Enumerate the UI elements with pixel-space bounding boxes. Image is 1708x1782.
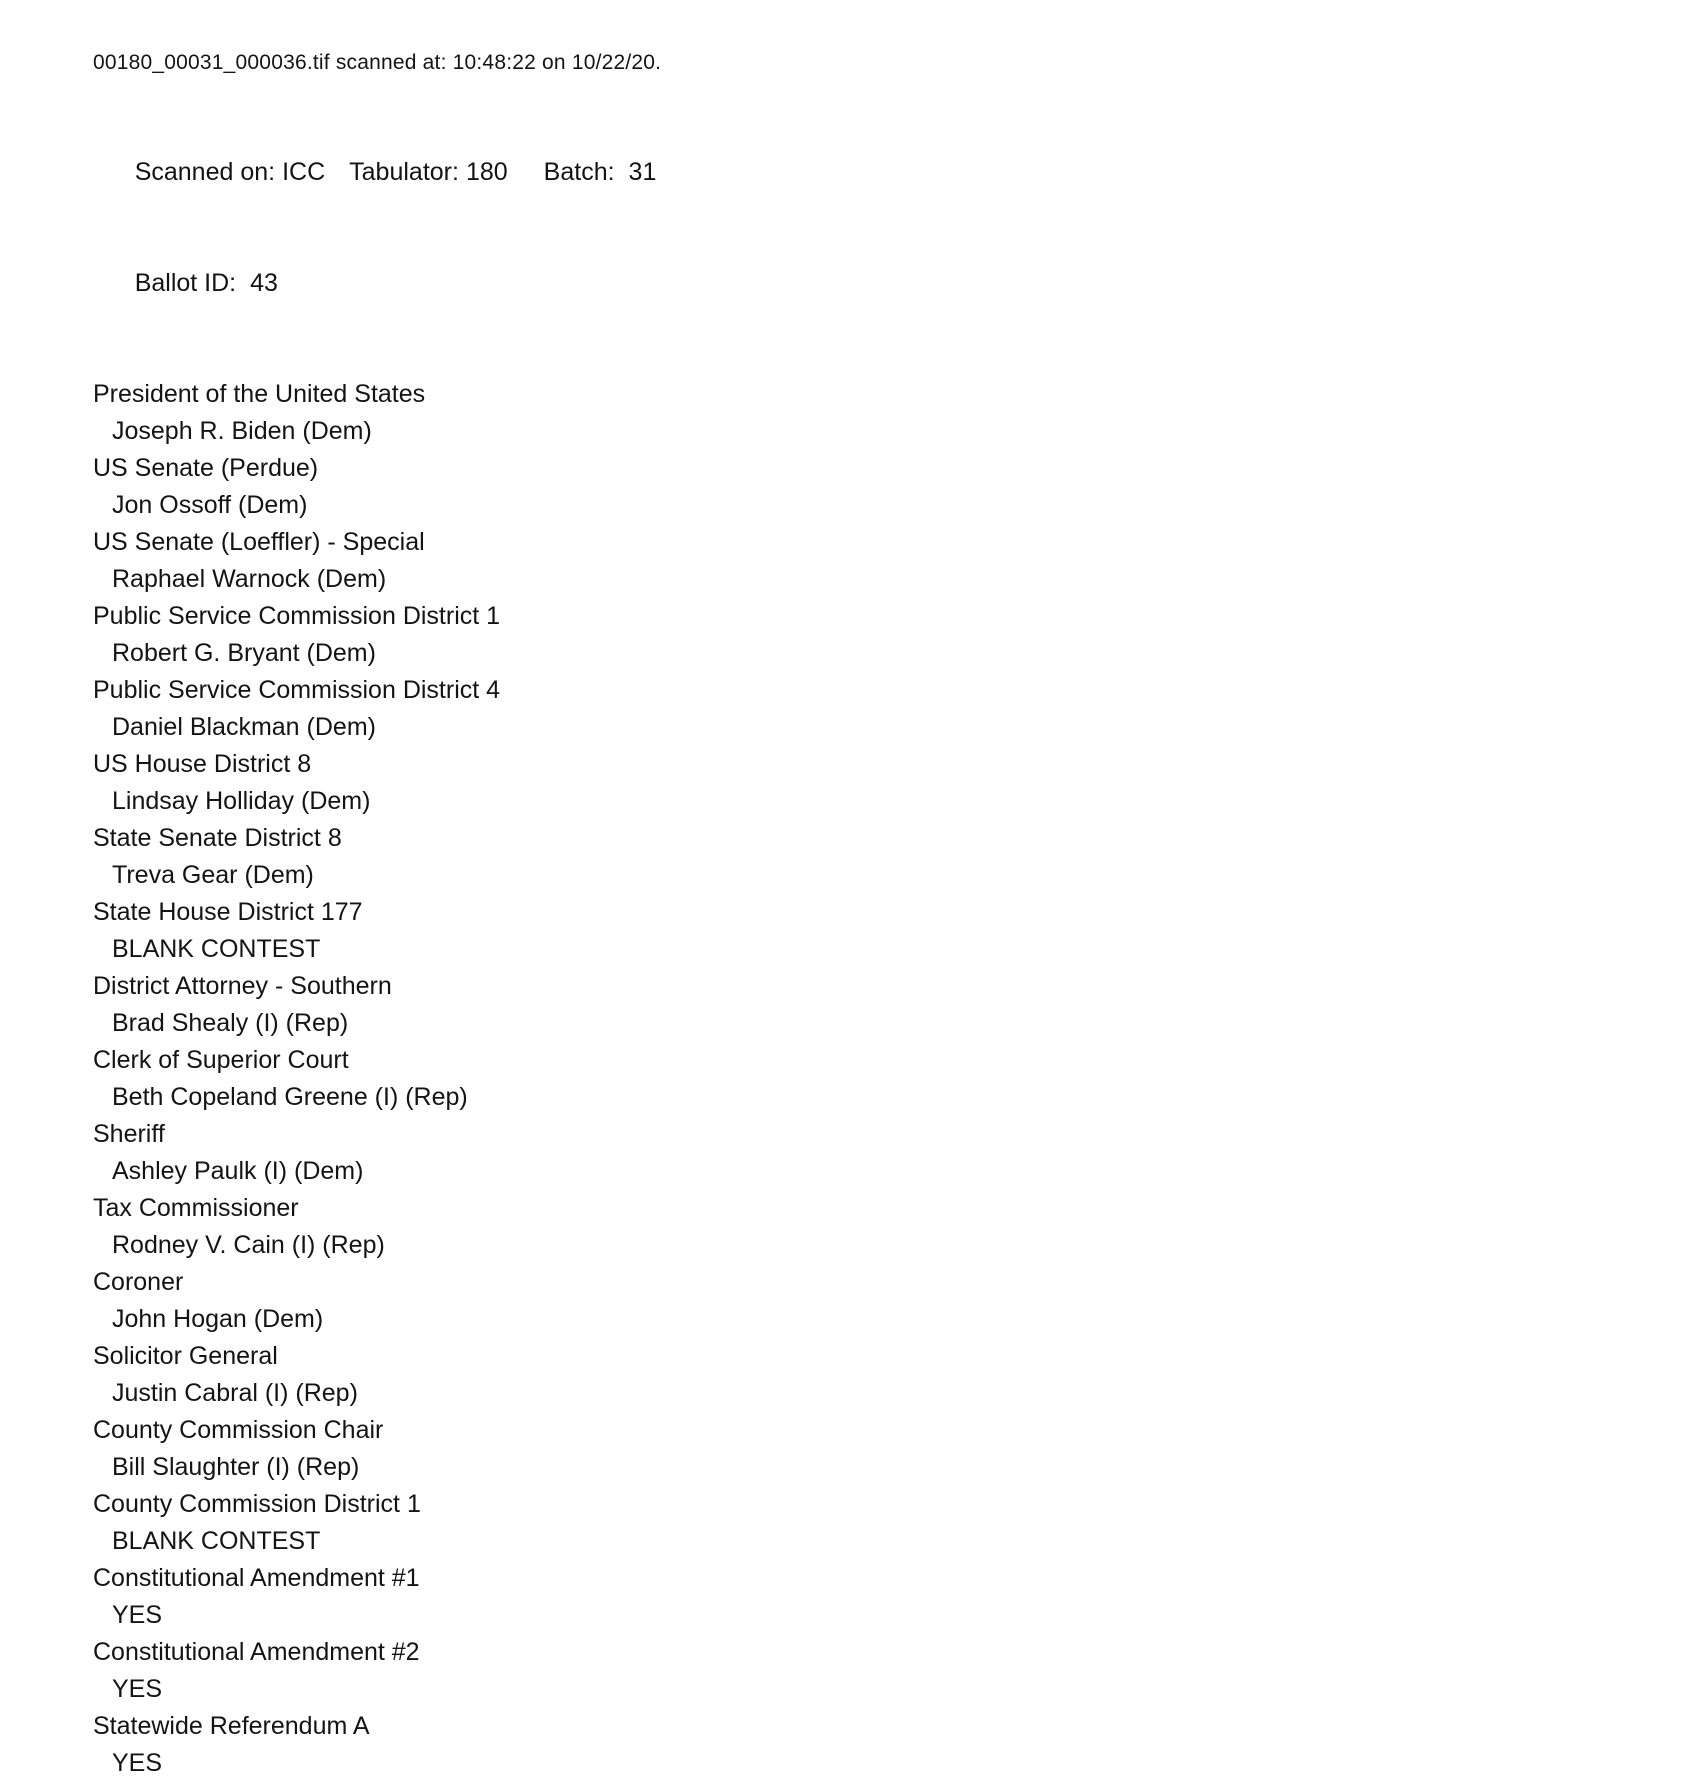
contest-entry <box>93 1042 1668 1116</box>
contest-selection: Ashley Paulk (I) (Dem) <box>112 1157 364 1185</box>
contest-selection: Rodney V. Cain (I) (Rep) <box>112 1231 385 1259</box>
tabulator-label: Tabulator: <box>349 158 459 186</box>
contest-entry <box>93 376 1668 450</box>
contest-selection: Joseph R. Biden (Dem) <box>112 417 372 445</box>
contest-entry <box>93 1412 1668 1486</box>
scan-meta-line <box>93 117 1668 228</box>
ballot-id-label: Ballot ID: <box>134 269 237 297</box>
contest-selection: Daniel Blackman (Dem) <box>112 713 376 741</box>
contest-selection: Brad Shealy (I) (Rep) <box>112 1009 349 1037</box>
contest-selection: John Hogan (Dem) <box>112 1305 324 1333</box>
contest-name: Clerk of Superior Court <box>93 1046 349 1074</box>
contest-name: State House District 177 <box>93 898 363 926</box>
contest-selection: Justin Cabral (I) (Rep) <box>112 1379 358 1407</box>
contest-entry <box>93 820 1668 894</box>
contest-entry <box>93 894 1668 968</box>
contest-name: Sheriff <box>93 1120 165 1148</box>
contest-name: Constitutional Amendment #1 <box>93 1564 420 1592</box>
contest-entry <box>93 524 1668 598</box>
contest-selection: YES <box>112 1675 163 1703</box>
contest-entry <box>93 1486 1668 1560</box>
ballot-id-value: 43 <box>250 269 278 297</box>
contest-name: State Senate District 8 <box>93 824 342 852</box>
batch-value: 31 <box>628 158 657 186</box>
contest-entry <box>93 1190 1668 1264</box>
contest-selection: Treva Gear (Dem) <box>112 861 314 889</box>
contest-name: Public Service Commission District 4 <box>93 676 501 704</box>
contest-name: Public Service Commission District 1 <box>93 602 501 630</box>
contest-entry <box>93 450 1668 524</box>
scan-filename-line: 00180_00031_000036.tif scanned at: 10:48:22 on 10/22/20. <box>93 51 662 74</box>
contest-selection: Robert G. Bryant (Dem) <box>112 639 376 667</box>
contest-name: District Attorney - Southern <box>93 972 392 1000</box>
contest-selection: Lindsay Holliday (Dem) <box>112 787 371 815</box>
contest-entry <box>93 1116 1668 1190</box>
contest-selection: Jon Ossoff (Dem) <box>112 491 308 519</box>
ballot-id-line <box>93 228 1668 339</box>
contest-entry <box>93 968 1668 1042</box>
batch-label: Batch: <box>543 158 615 186</box>
contest-entry <box>93 672 1668 746</box>
tabulator-value: 180 <box>465 158 508 186</box>
contest-entry <box>93 746 1668 820</box>
contest-entry <box>93 1560 1668 1634</box>
contest-selection: YES <box>112 1749 163 1777</box>
contest-name: County Commission District 1 <box>93 1490 421 1518</box>
contest-name: US Senate (Perdue) <box>93 454 319 482</box>
contest-name: Constitutional Amendment #2 <box>93 1638 420 1666</box>
contest-name: Solicitor General <box>93 1342 278 1370</box>
contest-name: President of the United States <box>93 380 426 408</box>
contest-name: US Senate (Loeffler) - Special <box>93 528 425 556</box>
contest-entry <box>93 1708 1668 1782</box>
contest-selection: YES <box>112 1601 163 1629</box>
contest-name: Tax Commissioner <box>93 1194 299 1222</box>
contest-name: US House District 8 <box>93 750 312 778</box>
contest-name: Statewide Referendum A <box>93 1712 370 1740</box>
scanned-on-label: Scanned on: <box>134 158 276 186</box>
contest-name: County Commission Chair <box>93 1416 384 1444</box>
contest-selection: Bill Slaughter (I) (Rep) <box>112 1453 360 1481</box>
contest-entry <box>93 598 1668 672</box>
contest-selection: Beth Copeland Greene (I) (Rep) <box>112 1083 468 1111</box>
contest-name: Coroner <box>93 1268 184 1296</box>
contest-selection: BLANK CONTEST <box>112 935 321 963</box>
contest-entry <box>93 1634 1668 1708</box>
scanned-on-value: ICC <box>282 158 326 186</box>
contest-entry <box>93 1338 1668 1412</box>
contest-selection: BLANK CONTEST <box>112 1527 321 1555</box>
contest-selection: Raphael Warnock (Dem) <box>112 565 387 593</box>
contest-list <box>93 376 1668 1782</box>
scan-meta-block <box>93 117 1668 339</box>
contest-entry <box>93 1264 1668 1338</box>
